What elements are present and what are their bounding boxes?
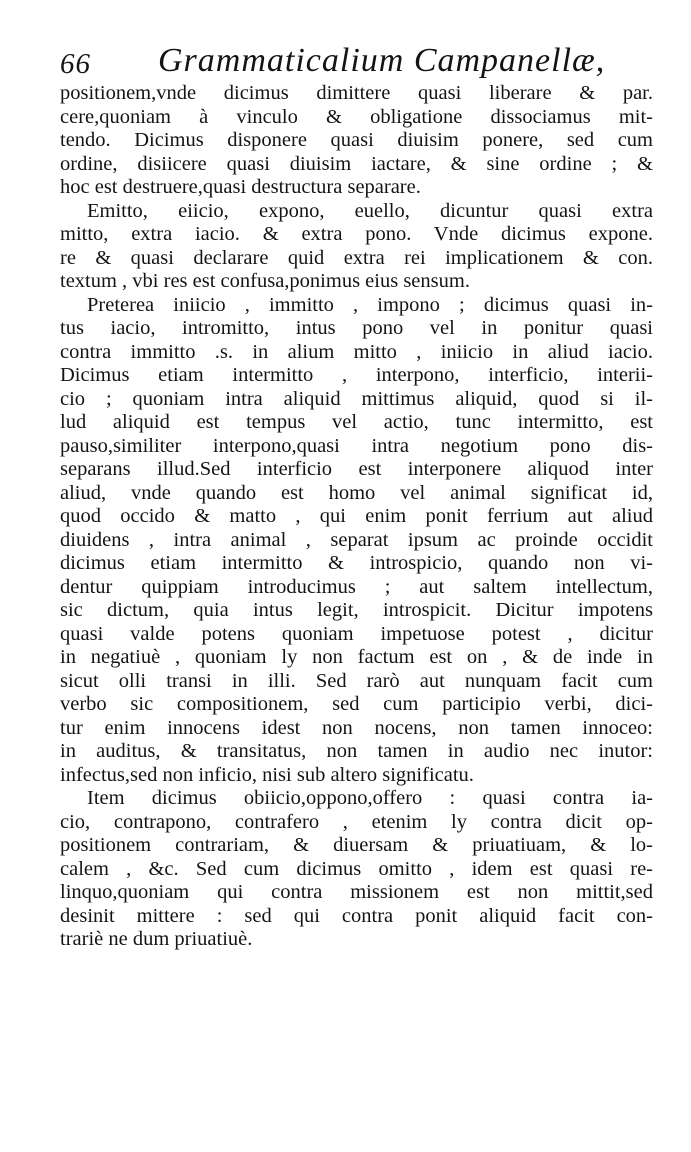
text-line: desinit mittere : sed qui contra ponit aliquid facit con- [60,904,653,927]
text-line: dicimus etiam intermitto & introspicio, quando non vi- [60,552,653,574]
text-line: cio, contrapono, contrafero , etenim ly contra dicit op- [60,810,653,833]
text-line: pauso,similiter interpono,quasi intra negotium pono dis- [60,434,653,457]
text-line: contra immitto .s. in alium mitto , iniicio in aliud iacio. [60,340,653,363]
text-line: cio ; quoniam intra aliquid mittimus aliquid, quod si il- [60,387,653,410]
text-line: linquo,quoniam qui contra missionem est non mittit,sed [60,881,653,903]
text-line: calem , &c. Sed cum dicimus omitto , idem est quasi re- [60,857,653,880]
text-line: in negatiuè , quoniam ly non factum est on , & de inde in [60,646,653,668]
running-head [60,38,660,82]
text-line: ordine, disiicere quasi diuisim iactare, & sine ordine ; & [60,152,653,175]
text-line: in auditus, & transitatus, non tamen in audio nec inutor: [60,740,653,762]
running-title: Grammaticalium Campanellæ, [158,42,606,79]
text-line: dentur quippiam introducimus ; aut saltem intellectum, [60,575,653,598]
text-line: infectus,sed non inficio, nisi sub altero significatu. [60,763,474,786]
text-line: hoc est destruere,quasi destructura separare. [60,176,421,198]
text-line: tendo. Dicimus disponere quasi diuisim ponere, sed cum [60,129,653,151]
text-line: Item dicimus obiicio,oppono,offero : quasi contra ia- [87,787,653,809]
body-text [60,82,653,952]
text-line: trariè ne dum priuatiuè. [60,928,253,950]
text-line: positionem,vnde dicimus dimittere quasi liberare & par. [60,82,653,104]
text-line: textum , vbi res est confusa,ponimus eius sensum. [60,270,470,292]
page-number: 66 [60,48,91,80]
text-line: diuidens , intra animal , separat ipsum ac proinde occidit [60,528,653,551]
text-line: quasi valde potens quoniam impetuose potest , dicitur [60,622,653,645]
text-line: re & quasi declarare quid extra rei implicationem & con. [60,246,653,269]
text-line: positionem contrariam, & diuersam & priuatiuam, & lo- [60,834,653,856]
text-line: verbo sic compositionem, sed cum participio verbi, dici- [60,693,653,715]
text-line: sic dictum, quia intus legit, introspicit. Dicitur impotens [60,599,653,621]
text-line: tus iacio, intromitto, intus pono vel in ponitur quasi [60,317,653,339]
text-line: Preterea iniicio , immitto , impono ; dicimus quasi in- [87,293,653,316]
text-line: separans illud.Sed interficio est interponere aliquod inter [60,458,653,480]
text-line: aliud, vnde quando est homo vel animal significat id, [60,481,653,504]
text-line: lud aliquid est tempus vel actio, tunc intermitto, est [60,411,653,433]
text-line: cere,quoniam à vinculo & obligatione dissociamus mit- [60,105,653,128]
text-line: mitto, extra iacio. & extra pono. Vnde dicimus expone. [60,223,653,245]
text-line: Dicimus etiam intermitto , interpono, interficio, interii- [60,364,653,386]
text-line: tur enim innocens idest non nocens, non tamen innoceo: [60,716,653,739]
text-line: quod occido & matto , qui enim ponit ferrium aut aliud [60,505,653,527]
text-line: sicut olli transi in illi. Sed rarò aut nunquam facit cum [60,669,653,692]
text-line: Emitto, eiicio, expono, euello, dicuntur quasi extra [87,199,653,222]
